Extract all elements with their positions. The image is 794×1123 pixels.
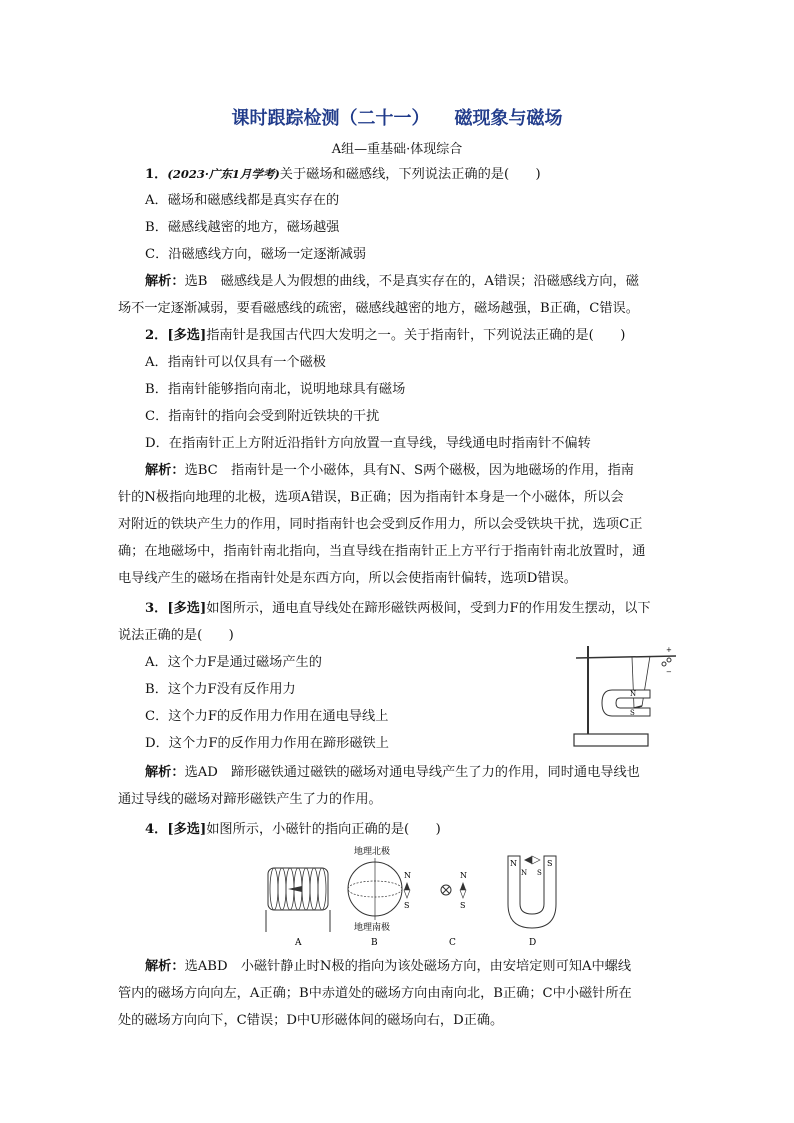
question-4-stem: 4．[多选]如图所示，小磁针的指向正确的是( )	[145, 822, 441, 837]
question-4-answer-cont: 处的磁场方向向下，C错误；D中U形磁体间的磁场向右，D正确。	[118, 1013, 504, 1028]
question-2-answer-cont: 针的N极指向地理的北极，选项A错误，B正确；因为指南针本身是一个小磁体，所以会	[118, 490, 624, 505]
needle-s-label: S	[460, 901, 466, 910]
question-2-option-d: D．在指南针正上方附近沿指针方向放置一直导线，导线通电时指南针不偏转	[145, 436, 591, 451]
figure-caption-c: C	[449, 938, 456, 947]
question-3-stem: 3．[多选]如图所示，通电直导线处在蹄形磁铁两极间，受到力F的作用发生摆动，以下	[145, 601, 651, 616]
figure-caption-a: A	[295, 938, 302, 947]
question-1-option-c: C．沿磁感线方向，磁场一定逐渐减弱	[145, 247, 367, 262]
magnet-s-label: S	[547, 859, 553, 868]
question-2-option-c: C．指南针的指向会受到附近铁块的干扰	[145, 409, 380, 424]
question-1-answer-cont: 场不一定逐渐减弱，要看磁感线的疏密，磁感线越密的地方，磁场越强，B正确，C错误。	[118, 301, 639, 316]
question-1-answer: 解析：选B 磁感线是人为假想的曲线，不是真实存在的，A错误；沿磁感线方向，磁	[145, 274, 639, 289]
wire-into-page-diagram	[441, 871, 467, 947]
question-2-answer-cont: 电导线产生的磁场在指南针处是东西方向，所以会使指南针偏转，选项D错误。	[118, 571, 577, 586]
question-2-answer: 解析：选BC 指南针是一个小磁体，具有N、S两个磁极，因为地磁场的作用，指南	[145, 463, 634, 478]
needle-s-label: S	[537, 869, 542, 877]
question-3-stem-cont: 说法正确的是( )	[118, 628, 234, 643]
question-3-option-a: A．这个力F是通过磁场产生的	[145, 655, 322, 670]
u-magnet-diagram	[508, 856, 556, 947]
question-2-stem: 2．[多选]指南针是我国古代四大发明之一。关于指南针，下列说法正确的是( )	[145, 328, 626, 343]
compass-needle-figure	[258, 842, 568, 947]
question-1-option-a: A．磁场和磁感线都是真实存在的	[145, 193, 340, 208]
page-title: 课时跟踪检测（二十一） 磁现象与磁场	[231, 108, 563, 129]
earth-globe-diagram	[348, 845, 411, 947]
geographic-north-label: 地理北极	[354, 847, 391, 857]
question-4-answer-cont: 管内的磁场方向向左，A正确；B中赤道处的磁场方向由南向北，B正确；C中小磁针所在	[118, 986, 632, 1001]
question-2-answer-cont: 确；在地磁场中，指南针南北指向，当直导线在指南针正上方平行于指南针南北放置时，通	[118, 544, 646, 559]
question-2-option-a: A．指南针可以仅具有一个磁极	[145, 355, 326, 370]
question-3-option-c: C．这个力F的反作用力作用在通电导线上	[145, 709, 389, 724]
magnet-n-label: N	[630, 690, 637, 698]
magnet-n-label: N	[510, 859, 517, 868]
needle-n-label: N	[521, 869, 528, 877]
question-1-option-b: B．磁感线越密的地方，磁场越强	[145, 220, 340, 235]
solenoid-diagram	[266, 868, 330, 947]
needle-n-label: N	[460, 871, 467, 880]
minus-terminal: −	[666, 668, 672, 676]
question-2-answer-cont: 对附近的铁块产生力的作用，同时指南针也会受到反作用力，所以会受铁块干扰，选项C正	[118, 517, 643, 532]
question-2-option-b: B．指南针能够指向南北，说明地球具有磁场	[145, 382, 406, 397]
magnet-s-label: S	[630, 709, 635, 717]
needle-n-label: N	[404, 871, 411, 880]
needle-s-label: S	[404, 901, 410, 910]
plus-terminal: +	[666, 646, 672, 654]
horseshoe-magnet-apparatus-figure	[572, 638, 682, 750]
question-3-option-b: B．这个力F没有反作用力	[145, 682, 296, 697]
geographic-south-label: 地理南极	[354, 923, 391, 933]
figure-caption-b: B	[371, 938, 378, 947]
question-1-stem: 1．(2023·广东1月学考)关于磁场和磁感线，下列说法正确的是( )	[145, 167, 541, 182]
question-4-answer: 解析：选ABD 小磁针静止时N极的指向为该处磁场方向，由安培定则可知A中螺线	[145, 959, 632, 974]
question-3-answer: 解析：选AD 蹄形磁铁通过磁铁的磁场对通电导线产生了力的作用，同时通电导线也	[145, 765, 640, 780]
question-3-answer-cont: 通过导线的磁场对蹄形磁铁产生了力的作用。	[118, 792, 382, 807]
figure-caption-d: D	[529, 938, 537, 947]
group-heading: A组—重基础·体现综合	[331, 142, 463, 157]
question-3-option-d: D．这个力F的反作用力作用在蹄形磁铁上	[145, 736, 389, 751]
